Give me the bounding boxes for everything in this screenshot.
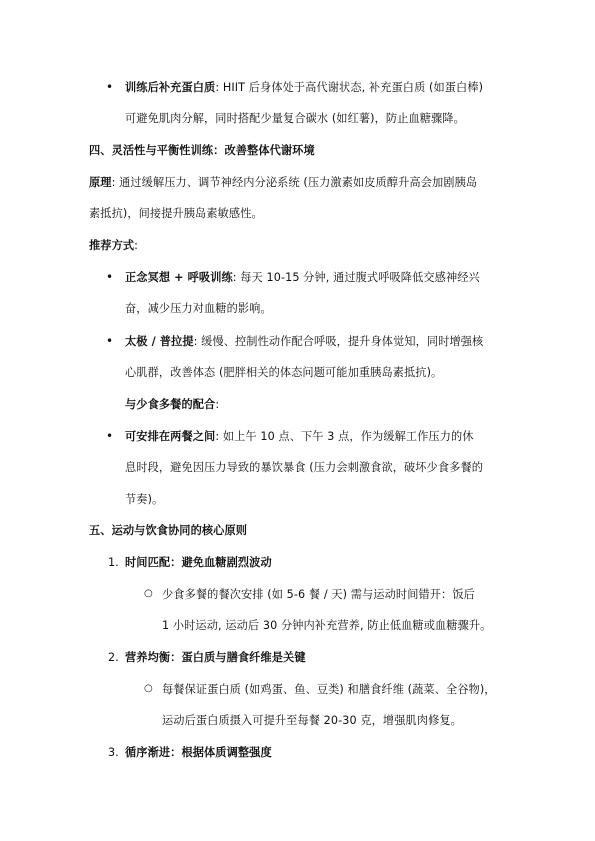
sub-list-item: 每餐保证蛋白质 (如鸡蛋、鱼、豆类) 和膳食纤维 (蔬菜、全谷物)， (162, 683, 496, 696)
list-item-continuation: 节奏)。 (125, 493, 164, 506)
list-item-text: : HIIT 后身体处于高代谢状态, 补充蛋白质 (如蛋白棒) (215, 81, 484, 94)
principle-text: : 通过缓解压力、调节神经内分泌系统 (压力激素如皮质醇升高会加剧胰岛 (111, 176, 478, 189)
sub-list-item: 少食多餐的餐次安排 (如 5-6 餐 / 天) 需与运动时间错开：饭后 (162, 588, 475, 601)
principle-paragraph (89, 175, 477, 191)
list-item-bold-label: 训练后补充蛋白质 (125, 81, 216, 94)
combo-label: 与少食多餐的配合 (125, 398, 216, 411)
list-item-bold-label: 可安排在两餐之间 (125, 430, 216, 443)
recommend-colon: : (134, 239, 139, 252)
principle-title: 时间匹配：避免血糖剧烈波动 (125, 556, 272, 569)
section-heading: 五、运动与饮食协同的核心原则 (89, 524, 248, 537)
list-item-bold-label: 正念冥想 + 呼吸训练 (125, 271, 233, 284)
circle-bullet-icon: ○ (144, 588, 153, 599)
principle-title: 营养均衡：蛋白质与膳食纤维是关键 (125, 651, 306, 664)
recommend-label: 推荐方式 (89, 239, 135, 252)
list-item-text: : 每天 10-15 分钟, 通过腹式呼吸降低交感神经兴 (232, 271, 480, 284)
list-item (125, 429, 474, 445)
sub-list-item-continuation: 1 小时运动, 运动后 30 分钟内补充营养, 防止低血糖或血糖骤升。 (162, 619, 492, 632)
principle-title: 循序渐进：根据体质调整强度 (125, 746, 272, 759)
list-item-continuation: 心肌群，改善体态 (肥胖相关的体态问题可能加重胰岛素抵抗)。 (125, 366, 443, 379)
list-item-bold-label: 太极 / 普拉提 (125, 335, 194, 348)
principle-continuation: 素抵抗)，间接提升胰岛素敏感性。 (89, 207, 263, 220)
list-item (125, 80, 483, 96)
section-heading: 四、灵活性与平衡性训练：改善整体代谢环境 (89, 144, 315, 157)
list-item-text: : 缓慢、控制性动作配合呼吸，提升身体觉知，同时增强核 (193, 335, 484, 348)
bullet-icon: • (106, 80, 114, 94)
list-item (125, 270, 480, 286)
list-number: 1. (108, 556, 119, 569)
list-item-text: : 如上午 10 点、下午 3 点，作为缓解工作压力的休 (215, 430, 474, 443)
sub-list-item-continuation: 运动后蛋白质摄入可提升至每餐 20-30 克，增强肌肉修复。 (162, 714, 462, 727)
list-item-continuation: 奋，减少压力对血糖的影响。 (125, 302, 272, 315)
bullet-icon: • (106, 270, 114, 284)
recommend-heading (89, 238, 138, 254)
list-number: 2. (108, 651, 119, 664)
circle-bullet-icon: ○ (144, 683, 153, 694)
principle-label: 原理 (89, 176, 112, 189)
list-number: 3. (108, 746, 119, 759)
bullet-icon: • (106, 429, 114, 443)
combo-heading (125, 397, 219, 413)
list-item (125, 334, 483, 350)
list-item-continuation: 可避免肌肉分解，同时搭配少量复合碳水 (如红薯)，防止血糖骤降。 (125, 112, 465, 125)
combo-colon: : (215, 398, 220, 411)
bullet-icon: • (106, 334, 114, 348)
list-item-continuation: 息时段，避免因压力导致的暴饮暴食 (压力会刺激食欲，破坏少食多餐的 (125, 461, 484, 474)
